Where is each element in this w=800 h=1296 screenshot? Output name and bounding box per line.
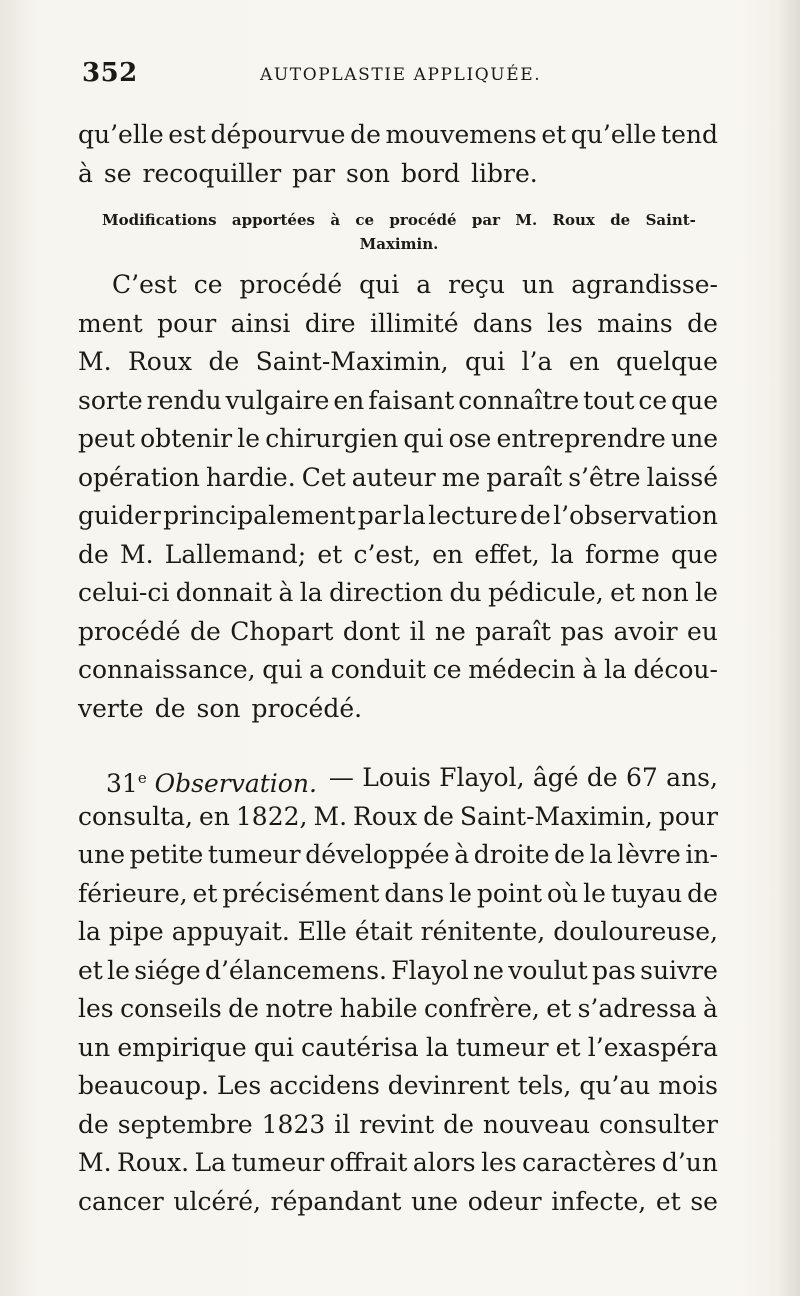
word: 1822, [235,801,308,831]
word: en [432,539,464,569]
page-header [80,58,720,92]
word: le [237,424,261,453]
word: qui [262,655,303,684]
word: de [154,693,186,723]
text-line [78,651,718,690]
word: tels, [517,1071,572,1100]
word: le [107,955,130,985]
page-edge-shadow [778,0,800,1296]
word: tumeur [455,1032,549,1062]
word: paraît [486,462,563,492]
word: il [409,616,426,646]
word: non [641,578,689,607]
word: libre. [471,158,538,188]
word: la [78,917,101,946]
word: recoquiller [142,158,282,188]
observation-label: Observation. [154,769,317,798]
word: quelque [616,347,718,376]
paragraph-roux [78,266,718,728]
word: la [299,578,323,607]
word: le [583,878,606,908]
word: à [454,840,470,869]
word: Flayol, [439,763,525,792]
word: petite [129,840,204,869]
text-line [78,952,718,991]
text-line [78,266,718,305]
word: l’exaspéra [587,1032,718,1062]
word: était [354,917,413,946]
word: une [411,1186,459,1216]
word: de [190,616,221,646]
word: septembre [117,1109,253,1139]
word: dont [342,616,401,646]
word: revint [359,1109,435,1139]
word: procédé [389,211,457,229]
word: une [671,424,718,453]
word: obtenir [140,424,233,453]
word: en [333,385,365,415]
word: a [309,655,324,684]
observation-line-rest [329,759,718,798]
word: rendu [146,385,222,415]
word: Lallemand; [164,539,307,569]
word: en [568,347,600,376]
word: le [695,578,718,607]
word: ans, [666,763,718,792]
word: ce [638,385,668,415]
word: de [610,211,631,229]
word: connaissance, [78,655,256,684]
word: l’a [521,347,553,376]
word: C’est [112,270,177,299]
word: consulter [599,1109,718,1139]
word: agrandisse- [571,270,718,299]
word: dans [472,308,533,338]
text-line [78,536,718,575]
word: entreprendre [496,424,666,453]
word: tumeur [231,1148,325,1177]
word: hardie. [205,462,296,492]
word: ce [432,655,462,684]
word: pas [592,955,636,985]
word: habile [339,994,418,1023]
word: mois [658,1071,718,1100]
word: du [449,578,482,607]
word: s’être [568,462,641,492]
word: vulgaire [225,385,330,415]
text-line [78,155,718,194]
word: ce [355,211,375,229]
word: devinrent [387,1071,510,1100]
word: et [655,1186,681,1216]
word: Saint- [645,211,696,229]
word: les [547,308,583,338]
subheading-line [102,208,696,232]
text-line [78,798,718,837]
word: son [196,693,241,723]
text-line [78,116,718,155]
word: se [103,158,132,188]
word: voulut [508,955,588,985]
word: développée [305,840,450,869]
word: in- [685,840,718,869]
word: paraît [475,616,551,646]
word: consulta, [78,801,193,831]
word: auteur [351,462,436,492]
word: La [194,1148,227,1177]
word: la [402,501,426,530]
word: et [610,578,635,607]
word: répandant [270,1186,402,1216]
word: ne [434,616,466,646]
word: est [168,120,206,149]
text-line [78,1106,718,1145]
word: pour [658,801,718,831]
word: sorte [78,385,143,415]
word: de [554,840,585,869]
word: son [346,158,391,188]
word: opération [78,462,200,492]
word: direction [329,578,444,607]
word: qui [359,270,400,299]
word: ment [78,308,143,338]
word: une [78,840,125,869]
word: de [78,1109,109,1139]
word: de [520,501,551,530]
paragraph-continuation [78,116,718,193]
word: la [589,840,613,869]
word: de [443,1109,474,1139]
word: d’élancemens. [205,955,387,985]
text-line [78,836,718,875]
word: siége [134,955,201,985]
word: Elle [297,917,347,946]
word: et [555,1032,581,1062]
word: que [671,385,718,415]
observation-superscript: e [137,769,147,787]
word: les [78,994,114,1023]
word: un [78,1032,111,1062]
word: cautérisa [301,1032,419,1062]
word: pour [157,308,217,338]
subheading-line: Maximin. [359,235,439,253]
word: conseils [120,994,222,1023]
word: de [423,801,454,831]
word: empirique [117,1032,247,1062]
paragraph-observation [78,759,718,1221]
word: à [703,994,718,1023]
text-line [78,990,718,1029]
word: mains [597,308,673,338]
word: qu’elle [78,120,164,149]
word: Roux [552,211,595,229]
text-line [78,497,718,536]
word: de [350,120,381,149]
word: lecture [428,501,518,530]
word: ainsi [230,308,291,338]
word: avoir [613,616,678,646]
word: appuyait. [171,917,290,946]
word: laissé [646,462,718,492]
word: la [550,539,574,569]
word: que [670,539,718,569]
word: pas [560,616,605,646]
word: guider [78,501,161,530]
word: un [522,270,555,299]
word: ose [448,424,492,453]
text-line [78,305,718,344]
word: la [603,655,627,684]
word: connaître [458,385,580,415]
word: tuyau [610,878,683,908]
word: et [546,994,572,1023]
word: faisant [368,385,455,415]
word: Flayol [391,955,469,985]
word: procédé [78,616,181,646]
word: ce [193,270,223,299]
word: effet, [474,539,540,569]
word: se [690,1186,718,1216]
word: qui [403,424,444,453]
word: à [278,578,294,607]
word: Roux [127,347,193,376]
text-line [78,1067,718,1106]
word: Saint-Maximin, [459,801,653,831]
word: eu [686,616,718,646]
word: à [582,655,598,684]
word: de [78,539,109,569]
word: droite [473,840,550,869]
page-number: 352 [82,58,138,88]
word: dans [384,878,445,908]
text-line [78,875,718,914]
word: illimité [369,308,459,338]
text-line [78,343,718,382]
word: M. [313,801,348,831]
word: a [416,270,432,299]
word: précisément [222,878,380,908]
word: d’un [661,1148,718,1177]
word: c’est, [353,539,422,569]
word: par [357,501,401,530]
word: suivre [640,955,718,985]
word: confrère, [423,994,540,1023]
word: à [78,158,93,188]
word: de [687,308,718,338]
word: décou- [633,655,718,684]
word: qu’elle [570,120,657,149]
text-line [78,574,718,613]
word: lèvre [617,840,681,869]
word: et [78,955,103,985]
word: chirurgien [265,424,399,453]
word: dire [304,308,356,338]
word: et [541,120,567,149]
word: nouveau [482,1109,591,1139]
text-line [78,690,718,729]
word: douloureuse, [553,917,718,946]
word: accidens [269,1071,380,1100]
word: verte [78,693,144,723]
word: M. [515,211,538,229]
word: M. [120,539,154,569]
word: mouvemens [385,120,537,149]
word: où [547,878,579,908]
word: par [292,158,336,188]
word: notre [265,994,334,1023]
word: Roux. [117,1148,190,1177]
word: de [228,994,259,1023]
word: en [198,801,230,831]
word: alors [412,1148,476,1177]
word: — [328,763,354,792]
word: tend [661,120,718,149]
text-line [78,382,718,421]
observation-number: 31e Observation. [106,769,317,798]
word: forme [585,539,660,569]
word: peut [78,424,135,453]
word: tout [583,385,635,415]
word: Roux [353,801,418,831]
word: Chopart [230,616,334,646]
word: qui [253,1032,294,1062]
word: caractères [522,1148,657,1177]
text-line [78,1144,718,1183]
word: infecte, [551,1186,647,1216]
word: et [192,878,218,908]
section-subheading [102,208,696,256]
word: de [687,878,718,908]
word: Cet [301,462,346,492]
word: ne [473,955,504,985]
word: procédé [239,270,343,299]
word: pédicule, [488,578,604,607]
word: 67 [626,763,658,792]
word: les [481,1148,517,1177]
word: de [586,763,618,792]
word: pipe [108,917,164,946]
word: procédé. [251,693,363,723]
word: ulcéré, [173,1186,261,1216]
word: reçu [448,270,506,299]
text-line [78,1029,718,1068]
word: principalement [163,501,356,530]
word: Saint-Maximin, [255,347,449,376]
word: bord [401,158,461,188]
word: offrait [329,1148,408,1177]
word: par [471,211,500,229]
word: rénitente, [420,917,546,946]
word: il [334,1109,351,1139]
text-line [78,420,718,459]
word: tumeur [207,840,301,869]
word: de [208,347,240,376]
word: âgé [532,763,579,792]
text-line [78,459,718,498]
word: s’adressa [577,994,697,1023]
word: Louis [362,763,431,792]
word: le [449,878,472,908]
word: qui [465,347,506,376]
word: qu’au [579,1071,651,1100]
word: cancer [78,1186,164,1216]
word: odeur [467,1186,542,1216]
word: beaucoup. [78,1071,209,1100]
word: l’observation [553,501,718,530]
word: médecin [468,655,576,684]
running-title: AUTOPLASTIE APPLIQUÉE. [260,65,542,85]
text-line [78,1183,718,1222]
word: 1823 [261,1109,326,1139]
word: donnait [175,578,272,607]
word: me [441,462,481,492]
word: la [425,1032,449,1062]
word: apportées [231,211,315,229]
word: celui-ci [78,578,170,607]
word: dépourvue [210,120,346,149]
word: point [476,878,543,908]
word: conduit [330,655,427,684]
word: férieure, [78,878,188,908]
observation-heading-line [78,759,718,798]
word: à [330,211,341,229]
word: Modifications [102,211,217,229]
word: M. [78,347,112,376]
text-line [78,613,718,652]
word: et [317,539,343,569]
text-line [78,913,718,952]
word: M. [78,1148,112,1177]
word: Les [216,1071,262,1100]
